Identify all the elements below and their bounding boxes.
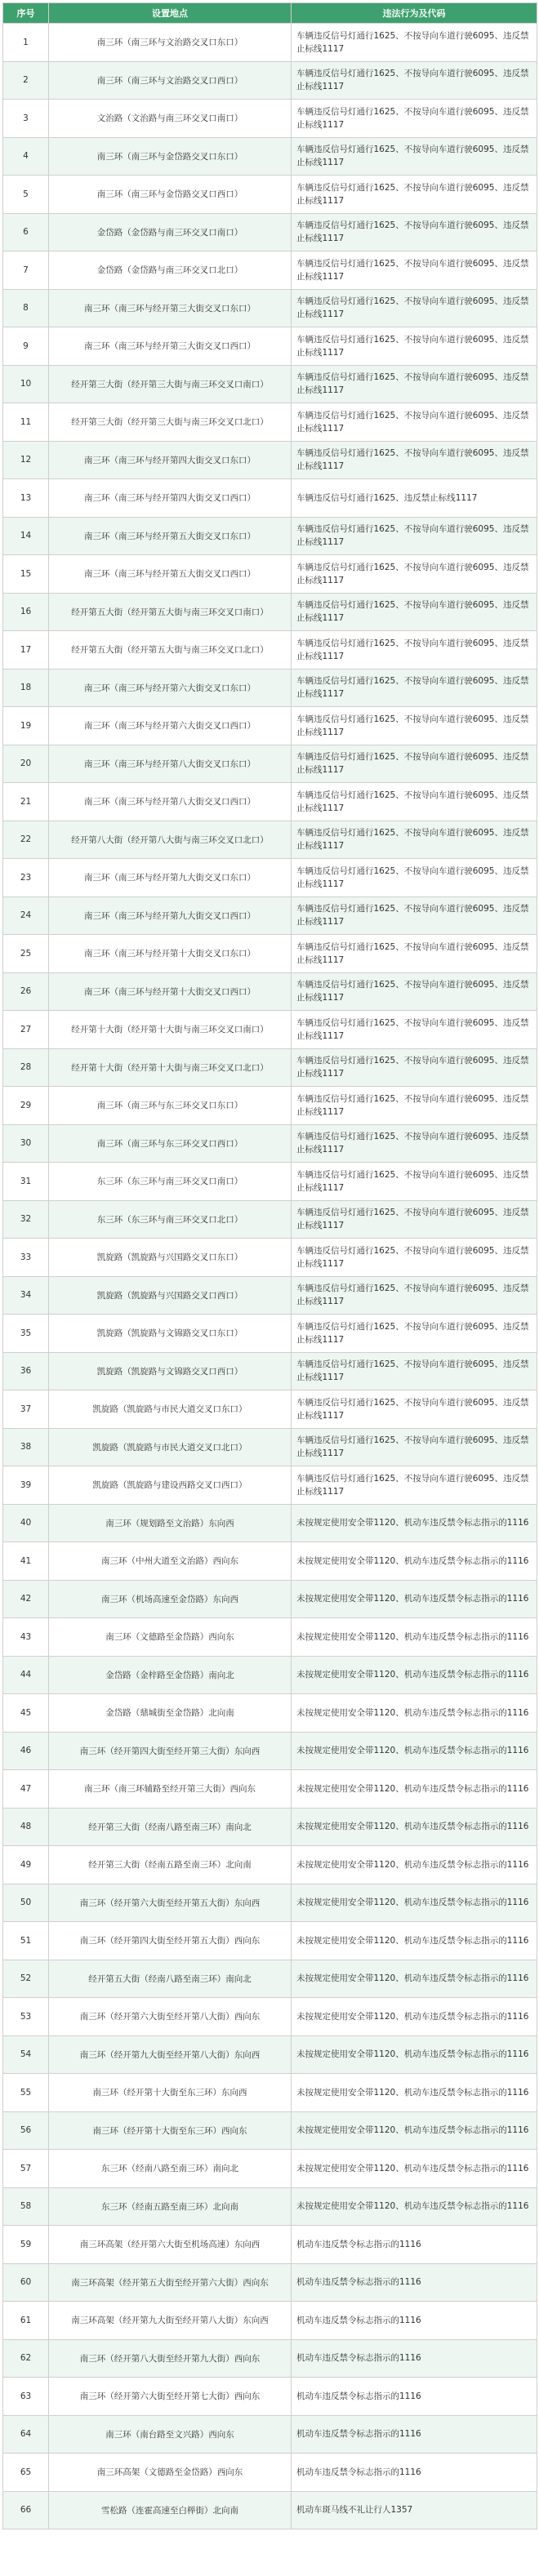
table-row bbox=[3, 213, 537, 251]
row-location: 金岱路（鼎城街至金岱路）北向南 bbox=[49, 1694, 292, 1733]
table-row bbox=[3, 935, 537, 973]
row-location: 南三环（机场高速至金岱路）东向西 bbox=[49, 1580, 292, 1618]
header-location: 设置地点 bbox=[49, 3, 292, 24]
row-index: 29 bbox=[3, 1087, 49, 1125]
table-row bbox=[3, 1542, 537, 1581]
row-location: 南三环（中州大道至文治路）西向东 bbox=[49, 1542, 292, 1581]
violation-table-container bbox=[2, 2, 537, 2529]
row-violation: 未按规定使用安全带1120、机动车违反禁令标志指示的1116 bbox=[292, 1694, 537, 1733]
row-location: 南三环（南三环与金岱路交叉口西口） bbox=[49, 176, 292, 214]
row-index: 57 bbox=[3, 2150, 49, 2188]
row-location: 南三环（南三环与文治路交叉口西口） bbox=[49, 61, 292, 100]
row-index: 18 bbox=[3, 669, 49, 707]
table-row bbox=[3, 2339, 537, 2378]
row-location: 南三环（南三环与经开第九大街交叉口西口） bbox=[49, 896, 292, 935]
row-location: 南三环（南三环与文治路交叉口东口） bbox=[49, 24, 292, 62]
row-index: 24 bbox=[3, 896, 49, 935]
table-row bbox=[3, 2074, 537, 2112]
row-index: 8 bbox=[3, 289, 49, 327]
row-index: 9 bbox=[3, 327, 49, 366]
row-violation: 车辆违反信号灯通行1625、不按导向车道行驶6095、违反禁止标线1117 bbox=[292, 1315, 537, 1353]
table-row bbox=[3, 2491, 537, 2529]
row-index: 37 bbox=[3, 1390, 49, 1429]
row-location: 南三环（南三环与经开第三大街交叉口东口） bbox=[49, 289, 292, 327]
row-index: 15 bbox=[3, 555, 49, 594]
row-location: 南三环（经开第十大街至东三环）东向西 bbox=[49, 2074, 292, 2112]
row-index: 12 bbox=[3, 441, 49, 479]
row-index: 36 bbox=[3, 1352, 49, 1390]
row-violation: 未按规定使用安全带1120、机动车违反禁令标志指示的1116 bbox=[292, 1998, 537, 2036]
table-row bbox=[3, 1390, 537, 1429]
row-index: 41 bbox=[3, 1542, 49, 1581]
row-violation: 未按规定使用安全带1120、机动车违反禁令标志指示的1116 bbox=[292, 2187, 537, 2226]
row-index: 60 bbox=[3, 2263, 49, 2302]
row-violation: 未按规定使用安全带1120、机动车违反禁令标志指示的1116 bbox=[292, 1960, 537, 1998]
row-location: 经开第三大街（经南八路至南三环）南向北 bbox=[49, 1808, 292, 1846]
row-violation: 未按规定使用安全带1120、机动车违反禁令标志指示的1116 bbox=[292, 1846, 537, 1884]
table-body bbox=[3, 24, 537, 2529]
row-location: 东三环（东三环与南三环交叉口北口） bbox=[49, 1200, 292, 1239]
row-location: 凯旋路（凯旋路与文锦路交叉口东口） bbox=[49, 1315, 292, 1353]
row-location: 凯旋路（凯旋路与兴国路交叉口西口） bbox=[49, 1276, 292, 1315]
table-row bbox=[3, 1732, 537, 1770]
row-index: 16 bbox=[3, 593, 49, 631]
row-index: 63 bbox=[3, 2378, 49, 2416]
row-location: 凯旋路（凯旋路与兴国路交叉口东口） bbox=[49, 1239, 292, 1277]
row-index: 1 bbox=[3, 24, 49, 62]
row-index: 66 bbox=[3, 2491, 49, 2529]
row-location: 南三环高架（经开第六大街至机场高速）东向西 bbox=[49, 2226, 292, 2264]
row-location: 经开第十大街（经开第十大街与南三环交叉口南口） bbox=[49, 1011, 292, 1049]
row-violation: 车辆违反信号灯通行1625、不按导向车道行驶6095、违反禁止标线1117 bbox=[292, 24, 537, 62]
table-row bbox=[3, 441, 537, 479]
row-location: 南三环（南三环辅路至经开第三大街）西向东 bbox=[49, 1770, 292, 1809]
row-violation: 车辆违反信号灯通行1625、不按导向车道行驶6095、违反禁止标线1117 bbox=[292, 1200, 537, 1239]
row-violation: 车辆违反信号灯通行1625、不按导向车道行驶6095、违反禁止标线1117 bbox=[292, 137, 537, 176]
row-location: 南三环（南三环与经开第九大街交叉口东口） bbox=[49, 859, 292, 897]
row-index: 35 bbox=[3, 1315, 49, 1353]
row-index: 31 bbox=[3, 1163, 49, 1201]
row-violation: 车辆违反信号灯通行1625、不按导向车道行驶6095、违反禁止标线1117 bbox=[292, 1048, 537, 1087]
row-location: 南三环（南三环与经开第四大街交叉口西口） bbox=[49, 479, 292, 518]
row-index: 20 bbox=[3, 745, 49, 783]
row-location: 南三环（南三环与金岱路交叉口东口） bbox=[49, 137, 292, 176]
row-location: 南三环（经开第六大街至经开第五大街）东向西 bbox=[49, 1884, 292, 1922]
row-location: 南三环高架（文德路至金岱路）西向东 bbox=[49, 2454, 292, 2492]
row-violation: 车辆违反信号灯通行1625、不按导向车道行驶6095、违反禁止标线1117 bbox=[292, 935, 537, 973]
table-row bbox=[3, 2187, 537, 2226]
row-location: 经开第三大街（经开第三大街与南三环交叉口南口） bbox=[49, 365, 292, 403]
row-violation: 车辆违反信号灯通行1625、不按导向车道行驶6095、违反禁止标线1117 bbox=[292, 1011, 537, 1049]
row-index: 49 bbox=[3, 1846, 49, 1884]
row-location: 南三环（南三环与东三环交叉口西口） bbox=[49, 1124, 292, 1163]
row-violation: 车辆违反信号灯通行1625、不按导向车道行驶6095、违反禁止标线1117 bbox=[292, 1163, 537, 1201]
row-violation: 机动车违反禁令标志指示的1116 bbox=[292, 2378, 537, 2416]
row-index: 33 bbox=[3, 1239, 49, 1277]
table-row bbox=[3, 24, 537, 62]
row-index: 5 bbox=[3, 176, 49, 214]
row-location: 南三环（南三环与经开第三大街交叉口西口） bbox=[49, 327, 292, 366]
header-index: 序号 bbox=[3, 3, 49, 24]
row-location: 经开第八大街（经开第八大街与南三环交叉口北口） bbox=[49, 821, 292, 859]
table-row bbox=[3, 2378, 537, 2416]
row-violation: 车辆违反信号灯通行1625、不按导向车道行驶6095、违反禁止标线1117 bbox=[292, 821, 537, 859]
table-row bbox=[3, 1960, 537, 1998]
table-row bbox=[3, 1048, 537, 1087]
row-violation: 车辆违反信号灯通行1625、不按导向车道行驶6095、违反禁止标线1117 bbox=[292, 327, 537, 366]
table-row bbox=[3, 859, 537, 897]
row-location: 经开第三大街（经南五路至南三环）北向南 bbox=[49, 1846, 292, 1884]
row-index: 32 bbox=[3, 1200, 49, 1239]
row-violation: 机动车违反禁令标志指示的1116 bbox=[292, 2302, 537, 2340]
row-index: 7 bbox=[3, 251, 49, 290]
row-location: 东三环（经南五路至南三环）北向南 bbox=[49, 2187, 292, 2226]
table-row bbox=[3, 1808, 537, 1846]
row-violation: 车辆违反信号灯通行1625、不按导向车道行驶6095、违反禁止标线1117 bbox=[292, 365, 537, 403]
row-index: 51 bbox=[3, 1922, 49, 1960]
row-location: 经开第五大街（经南八路至南三环）南向北 bbox=[49, 1960, 292, 1998]
row-index: 22 bbox=[3, 821, 49, 859]
row-index: 3 bbox=[3, 100, 49, 138]
table-row bbox=[3, 1846, 537, 1884]
row-location: 南三环（规划路至文治路）东向西 bbox=[49, 1504, 292, 1542]
row-index: 45 bbox=[3, 1694, 49, 1733]
row-violation: 未按规定使用安全带1120、机动车违反禁令标志指示的1116 bbox=[292, 1656, 537, 1694]
row-location: 南三环（南三环与经开第六大街交叉口东口） bbox=[49, 669, 292, 707]
row-violation: 未按规定使用安全带1120、机动车违反禁令标志指示的1116 bbox=[292, 1732, 537, 1770]
table-row bbox=[3, 403, 537, 442]
row-index: 58 bbox=[3, 2187, 49, 2226]
row-violation: 车辆违反信号灯通行1625、不按导向车道行驶6095、违反禁止标线1117 bbox=[292, 1390, 537, 1429]
violation-table bbox=[2, 2, 537, 2529]
table-row bbox=[3, 745, 537, 783]
row-violation: 机动车违反禁令标志指示的1116 bbox=[292, 2339, 537, 2378]
row-violation: 车辆违反信号灯通行1625、不按导向车道行驶6095、违反禁止标线1117 bbox=[292, 100, 537, 138]
row-index: 59 bbox=[3, 2226, 49, 2264]
row-index: 11 bbox=[3, 403, 49, 442]
row-location: 南三环（南三环与经开第十大街交叉口西口） bbox=[49, 972, 292, 1011]
row-violation: 未按规定使用安全带1120、机动车违反禁令标志指示的1116 bbox=[292, 2074, 537, 2112]
row-violation: 车辆违反信号灯通行1625、不按导向车道行驶6095、违反禁止标线1117 bbox=[292, 441, 537, 479]
table-row bbox=[3, 61, 537, 100]
table-row bbox=[3, 1618, 537, 1657]
row-location: 雪松路（连霍高速至白榉街）北向南 bbox=[49, 2491, 292, 2529]
row-violation: 机动车斑马线不礼让行人1357 bbox=[292, 2491, 537, 2529]
row-index: 27 bbox=[3, 1011, 49, 1049]
row-violation: 车辆违反信号灯通行1625、不按导向车道行驶6095、违反禁止标线1117 bbox=[292, 1428, 537, 1466]
row-violation: 车辆违反信号灯通行1625、不按导向车道行驶6095、违反禁止标线1117 bbox=[292, 593, 537, 631]
row-index: 42 bbox=[3, 1580, 49, 1618]
row-index: 21 bbox=[3, 783, 49, 821]
table-row bbox=[3, 2035, 537, 2074]
row-location: 南三环（经开第六大街至经开第七大街）西向东 bbox=[49, 2378, 292, 2416]
table-row bbox=[3, 631, 537, 670]
table-row bbox=[3, 783, 537, 821]
row-index: 28 bbox=[3, 1048, 49, 1087]
row-violation: 车辆违反信号灯通行1625、不按导向车道行驶6095、违反禁止标线1117 bbox=[292, 555, 537, 594]
row-violation: 车辆违反信号灯通行1625、不按导向车道行驶6095、违反禁止标线1117 bbox=[292, 1466, 537, 1505]
row-violation: 车辆违反信号灯通行1625、不按导向车道行驶6095、违反禁止标线1117 bbox=[292, 289, 537, 327]
row-location: 经开第五大街（经开第五大街与南三环交叉口北口） bbox=[49, 631, 292, 670]
table-row bbox=[3, 365, 537, 403]
row-index: 39 bbox=[3, 1466, 49, 1505]
row-location: 东三环（经南八路至南三环）南向北 bbox=[49, 2150, 292, 2188]
row-location: 南三环高架（经开第九大街至经开第八大街）东向西 bbox=[49, 2302, 292, 2340]
row-index: 40 bbox=[3, 1504, 49, 1542]
row-index: 30 bbox=[3, 1124, 49, 1163]
table-row bbox=[3, 1656, 537, 1694]
row-violation: 车辆违反信号灯通行1625、不按导向车道行驶6095、违反禁止标线1117 bbox=[292, 213, 537, 251]
row-violation: 车辆违反信号灯通行1625、不按导向车道行驶6095、违反禁止标线1117 bbox=[292, 1239, 537, 1277]
table-row bbox=[3, 1200, 537, 1239]
table-row bbox=[3, 1087, 537, 1125]
row-index: 26 bbox=[3, 972, 49, 1011]
row-index: 23 bbox=[3, 859, 49, 897]
table-row bbox=[3, 707, 537, 745]
row-location: 经开第五大街（经开第五大街与南三环交叉口南口） bbox=[49, 593, 292, 631]
row-violation: 车辆违反信号灯通行1625、不按导向车道行驶6095、违反禁止标线1117 bbox=[292, 707, 537, 745]
row-violation: 未按规定使用安全带1120、机动车违反禁令标志指示的1116 bbox=[292, 2150, 537, 2188]
row-index: 56 bbox=[3, 2111, 49, 2150]
row-index: 47 bbox=[3, 1770, 49, 1809]
table-row bbox=[3, 896, 537, 935]
table-row bbox=[3, 1884, 537, 1922]
row-violation: 未按规定使用安全带1120、机动车违反禁令标志指示的1116 bbox=[292, 2111, 537, 2150]
row-index: 14 bbox=[3, 517, 49, 555]
table-row bbox=[3, 1428, 537, 1466]
row-violation: 车辆违反信号灯通行1625、不按导向车道行驶6095、违反禁止标线1117 bbox=[292, 859, 537, 897]
row-location: 东三环（东三环与南三环交叉口南口） bbox=[49, 1163, 292, 1201]
row-location: 南三环（南三环与经开第五大街交叉口东口） bbox=[49, 517, 292, 555]
table-row bbox=[3, 593, 537, 631]
row-location: 凯旋路（凯旋路与市民大道交叉口北口） bbox=[49, 1428, 292, 1466]
row-index: 65 bbox=[3, 2454, 49, 2492]
row-location: 南三环（文德路至金岱路）西向东 bbox=[49, 1618, 292, 1657]
row-location: 南三环（南三环与经开第四大街交叉口东口） bbox=[49, 441, 292, 479]
row-location: 经开第十大街（经开第十大街与南三环交叉口北口） bbox=[49, 1048, 292, 1087]
row-location: 南三环高架（经开第五大街至经开第六大街）西向东 bbox=[49, 2263, 292, 2302]
row-location: 南三环（经开第八大街至经开第九大街）西向东 bbox=[49, 2339, 292, 2378]
row-location: 南三环（经开第四大街至经开第五大街）西向东 bbox=[49, 1922, 292, 1960]
row-violation: 未按规定使用安全带1120、机动车违反禁令标志指示的1116 bbox=[292, 1922, 537, 1960]
row-violation: 未按规定使用安全带1120、机动车违反禁令标志指示的1116 bbox=[292, 1884, 537, 1922]
row-location: 凯旋路（凯旋路与建设西路交叉口西口） bbox=[49, 1466, 292, 1505]
table-row bbox=[3, 1315, 537, 1353]
table-row bbox=[3, 1163, 537, 1201]
row-location: 金岱路（金梓路至金岱路）南向北 bbox=[49, 1656, 292, 1694]
header-violation: 违法行为及代码 bbox=[292, 3, 537, 24]
row-violation: 车辆违反信号灯通行1625、不按导向车道行驶6095、违反禁止标线1117 bbox=[292, 1087, 537, 1125]
row-violation: 未按规定使用安全带1120、机动车违反禁令标志指示的1116 bbox=[292, 1580, 537, 1618]
row-violation: 车辆违反信号灯通行1625、不按导向车道行驶6095、违反禁止标线1117 bbox=[292, 745, 537, 783]
row-location: 南三环（南台路至文兴路）西向东 bbox=[49, 2415, 292, 2454]
table-row bbox=[3, 1011, 537, 1049]
row-location: 南三环（经开第四大街至经开第三大街）东向西 bbox=[49, 1732, 292, 1770]
table-row bbox=[3, 1770, 537, 1809]
row-index: 44 bbox=[3, 1656, 49, 1694]
table-row bbox=[3, 972, 537, 1011]
row-index: 61 bbox=[3, 2302, 49, 2340]
table-row bbox=[3, 2226, 537, 2264]
row-location: 金岱路（金岱路与南三环交叉口南口） bbox=[49, 213, 292, 251]
row-violation: 未按规定使用安全带1120、机动车违反禁令标志指示的1116 bbox=[292, 1542, 537, 1581]
table-row bbox=[3, 1922, 537, 1960]
row-index: 17 bbox=[3, 631, 49, 670]
row-location: 南三环（经开第六大街至经开第八大街）西向东 bbox=[49, 1998, 292, 2036]
row-violation: 车辆违反信号灯通行1625、不按导向车道行驶6095、违反禁止标线1117 bbox=[292, 1276, 537, 1315]
row-violation: 车辆违反信号灯通行1625、不按导向车道行驶6095、违反禁止标线1117 bbox=[292, 61, 537, 100]
row-violation: 车辆违反信号灯通行1625、不按导向车道行驶6095、违反禁止标线1117 bbox=[292, 631, 537, 670]
row-violation: 机动车违反禁令标志指示的1116 bbox=[292, 2263, 537, 2302]
table-row bbox=[3, 1276, 537, 1315]
table-row bbox=[3, 2263, 537, 2302]
table-row bbox=[3, 517, 537, 555]
row-violation: 未按规定使用安全带1120、机动车违反禁令标志指示的1116 bbox=[292, 1618, 537, 1657]
row-location: 文治路（文治路与南三环交叉口南口） bbox=[49, 100, 292, 138]
table-row bbox=[3, 1580, 537, 1618]
row-violation: 车辆违反信号灯通行1625、不按导向车道行驶6095、违反禁止标线1117 bbox=[292, 176, 537, 214]
row-location: 南三环（南三环与东三环交叉口东口） bbox=[49, 1087, 292, 1125]
row-index: 64 bbox=[3, 2415, 49, 2454]
row-location: 南三环（南三环与经开第十大街交叉口东口） bbox=[49, 935, 292, 973]
table-row bbox=[3, 1124, 537, 1163]
table-row bbox=[3, 251, 537, 290]
table-row bbox=[3, 327, 537, 366]
row-location: 南三环（南三环与经开第八大街交叉口西口） bbox=[49, 783, 292, 821]
row-violation: 车辆违反信号灯通行1625、不按导向车道行驶6095、违反禁止标线1117 bbox=[292, 403, 537, 442]
row-index: 34 bbox=[3, 1276, 49, 1315]
row-index: 52 bbox=[3, 1960, 49, 1998]
row-index: 55 bbox=[3, 2074, 49, 2112]
table-row bbox=[3, 1239, 537, 1277]
table-row bbox=[3, 289, 537, 327]
row-location: 南三环（经开第十大街至东三环）西向东 bbox=[49, 2111, 292, 2150]
table-row bbox=[3, 100, 537, 138]
row-index: 4 bbox=[3, 137, 49, 176]
table-row bbox=[3, 1694, 537, 1733]
row-violation: 车辆违反信号灯通行1625、不按导向车道行驶6095、违反禁止标线1117 bbox=[292, 783, 537, 821]
row-violation: 未按规定使用安全带1120、机动车违反禁令标志指示的1116 bbox=[292, 1504, 537, 1542]
row-index: 46 bbox=[3, 1732, 49, 1770]
row-violation: 机动车违反禁令标志指示的1116 bbox=[292, 2415, 537, 2454]
row-violation: 车辆违反信号灯通行1625、不按导向车道行驶6095、违反禁止标线1117 bbox=[292, 669, 537, 707]
row-location: 凯旋路（凯旋路与市民大道交叉口东口） bbox=[49, 1390, 292, 1429]
table-row bbox=[3, 2111, 537, 2150]
row-violation: 车辆违反信号灯通行1625、违反禁止标线1117 bbox=[292, 479, 537, 518]
row-violation: 车辆违反信号灯通行1625、不按导向车道行驶6095、违反禁止标线1117 bbox=[292, 896, 537, 935]
row-violation: 未按规定使用安全带1120、机动车违反禁令标志指示的1116 bbox=[292, 1770, 537, 1809]
row-location: 经开第三大街（经开第三大街与南三环交叉口北口） bbox=[49, 403, 292, 442]
row-index: 43 bbox=[3, 1618, 49, 1657]
table-row bbox=[3, 2302, 537, 2340]
table-row bbox=[3, 1466, 537, 1505]
table-row bbox=[3, 821, 537, 859]
row-location: 金岱路（金岱路与南三环交叉口北口） bbox=[49, 251, 292, 290]
table-row bbox=[3, 479, 537, 518]
row-index: 13 bbox=[3, 479, 49, 518]
table-row bbox=[3, 1504, 537, 1542]
table-row bbox=[3, 1998, 537, 2036]
row-violation: 机动车违反禁令标志指示的1116 bbox=[292, 2226, 537, 2264]
row-location: 南三环（南三环与经开第六大街交叉口西口） bbox=[49, 707, 292, 745]
table-header-row bbox=[3, 3, 537, 24]
row-violation: 车辆违反信号灯通行1625、不按导向车道行驶6095、违反禁止标线1117 bbox=[292, 251, 537, 290]
row-violation: 机动车违反禁令标志指示的1116 bbox=[292, 2454, 537, 2492]
row-index: 53 bbox=[3, 1998, 49, 2036]
row-location: 南三环（南三环与经开第五大街交叉口西口） bbox=[49, 555, 292, 594]
table-row bbox=[3, 669, 537, 707]
table-row bbox=[3, 137, 537, 176]
table-row bbox=[3, 176, 537, 214]
row-index: 10 bbox=[3, 365, 49, 403]
row-index: 6 bbox=[3, 213, 49, 251]
table-row bbox=[3, 2415, 537, 2454]
row-index: 2 bbox=[3, 61, 49, 100]
table-row bbox=[3, 2454, 537, 2492]
row-location: 凯旋路（凯旋路与文锦路交叉口西口） bbox=[49, 1352, 292, 1390]
row-index: 38 bbox=[3, 1428, 49, 1466]
row-violation: 车辆违反信号灯通行1625、不按导向车道行驶6095、违反禁止标线1117 bbox=[292, 1124, 537, 1163]
row-index: 50 bbox=[3, 1884, 49, 1922]
row-location: 南三环（经开第九大街至经开第八大街）东向西 bbox=[49, 2035, 292, 2074]
table-row bbox=[3, 1352, 537, 1390]
row-index: 19 bbox=[3, 707, 49, 745]
table-row bbox=[3, 555, 537, 594]
row-index: 62 bbox=[3, 2339, 49, 2378]
row-index: 48 bbox=[3, 1808, 49, 1846]
row-violation: 车辆违反信号灯通行1625、不按导向车道行驶6095、违反禁止标线1117 bbox=[292, 1352, 537, 1390]
row-violation: 未按规定使用安全带1120、机动车违反禁令标志指示的1116 bbox=[292, 2035, 537, 2074]
row-index: 54 bbox=[3, 2035, 49, 2074]
row-index: 25 bbox=[3, 935, 49, 973]
row-location: 南三环（南三环与经开第八大街交叉口东口） bbox=[49, 745, 292, 783]
row-violation: 车辆违反信号灯通行1625、不按导向车道行驶6095、违反禁止标线1117 bbox=[292, 517, 537, 555]
row-violation: 未按规定使用安全带1120、机动车违反禁令标志指示的1116 bbox=[292, 1808, 537, 1846]
row-violation: 车辆违反信号灯通行1625、不按导向车道行驶6095、违反禁止标线1117 bbox=[292, 972, 537, 1011]
table-row bbox=[3, 2150, 537, 2188]
